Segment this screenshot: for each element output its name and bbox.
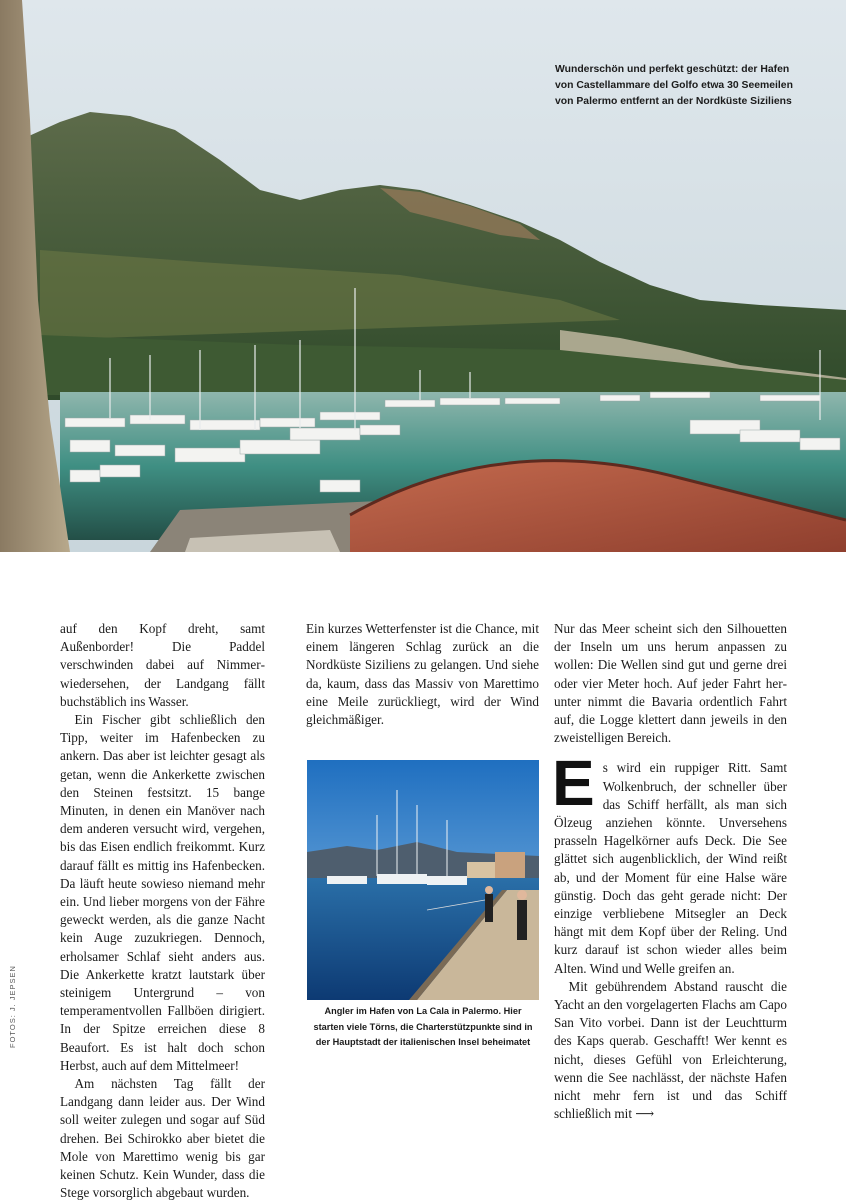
paragraph: Am nächsten Tag fällt der Landgang dann leider aus. Der Wind soll weiter zulegen und sogar auf Süd drehen. Bei Schirokko aber bietet die Mole von Marettimo wenig bis gar keinen Schutz. Kein Wunder, dass die Stege vorsorglich abgebaut wurden. [60,1076,265,1201]
photo-credit: FOTOS: J. JEPSEN [8,965,17,1048]
paragraph-text: s wird ein ruppiger Ritt. Samt Wolkenbruch, der schneller über das Schiff herfällt, als man sich Ölzeug anziehen könnte. Unversehens prasseln Hagelkörner aufs Deck. Die See glättet sich augenblicklich, der Wind reißt ab, und der Moment für eine Halse wäre günstig. Doch das geht gerade nicht: Der einzige verbliebene Mitsegler an Deck hängt mit dem Kopf über der Reling. Und kurz darauf ist schon wieder alles beim Alten. Wind und Welle greifen an. [554,760,787,976]
la-cala-caption-line: der Hauptstadt der italienischen Insel beheimatet [315,1037,531,1048]
paragraph-dropcap [552,747,787,977]
drop-cap: E [552,747,595,820]
la-cala-illustration [307,760,539,1000]
paragraph: auf den Kopf dreht, samt Außenborder! Die Paddel verschwinden dabei auf Nimmerwiedersehen, der Landgang fällt buchstäblich ins Wasser. [60,621,265,709]
hero-caption-line: von Castellammare del Golfo etwa 30 Seemeilen [555,80,793,91]
hero-caption-line: von Palermo entfernt an der Nordküste Siziliens [555,96,792,107]
la-cala-caption-line: starten viele Törns, die Charterstützpunkte sind in [313,1021,533,1032]
hero-caption [555,62,825,110]
hero-caption-line: Wunderschön und perfekt geschützt: der Hafen [555,64,790,75]
la-cala-photo [307,760,539,1000]
text-column-3 [554,620,787,1123]
paragraph: Ein Fischer gibt schließlich den Tipp, weiter im Hafenbecken zu ankern. Das aber ist leichter gesagt als getan, wenn die Ankerkette zwischen den Steinen festsitzt. 15 bange Minuten, in denen ein Manöver nach dem anderen versucht wird, vergehen, bis das Eisen endlich freikommt. Kurz darauf fällt es mittig ins Hafenbecken. Da läuft heute sowieso niemand mehr ein. Und lieber morgens von der Fähre geweckt werden, als die ganze Nacht kein Auge zuzukriegen. Dennoch, erholsamer Schlaf sieht anders aus. Die Ankerkette kratzt lautstark über steinigem Untergrund – von temperamentvollen Fallböen dirigiert. In der Spitze erreichen diese 8 Beaufort. Es ist halt doch schon Herbst, auch auf dem Mittelmeer! [60,712,265,1073]
paragraph: Ein kurzes Wetterfenster ist die Chance, mit einem längeren Schlag zurück an die Nordküste Siziliens zu gelangen. Und siehe da, kaum, dass das Massiv von Marettimo eine Meile zurückliegt, wird der Wind gleichmäßiger. [306,621,539,728]
paragraph: Mit gebührendem Abstand rauscht die Yacht an den vorgelagerten Flachs am Capo San Vito vorbei. Dann ist der Leuchtturm des Kaps querab. Geschafft! Wer kennt es nicht, dieses Gefühl von Erleichterung, wenn die See nachlässt, der nächste Hafen nicht mehr fern ist und das Schiff schließlich mit ⟶ [554,978,787,1122]
la-cala-caption [307,1004,539,1051]
hero-photo [0,0,846,552]
text-column-1 [60,620,265,1203]
paragraph: Nur das Meer scheint sich den Silhouetten der Inseln um uns herum anpassen zu wollen: Die Wellen sind gut und gerne drei oder vier Meter hoch. Auf jeder Fahrt herunter nimmt die Bavaria ordentlich Fahrt auf, die Logge klettert dann jeweils in den zweistelligen Bereich. [554,621,787,746]
text-column-2 [306,620,539,729]
la-cala-caption-line: Angler im Hafen von La Cala in Palermo. Hier [324,1006,522,1016]
